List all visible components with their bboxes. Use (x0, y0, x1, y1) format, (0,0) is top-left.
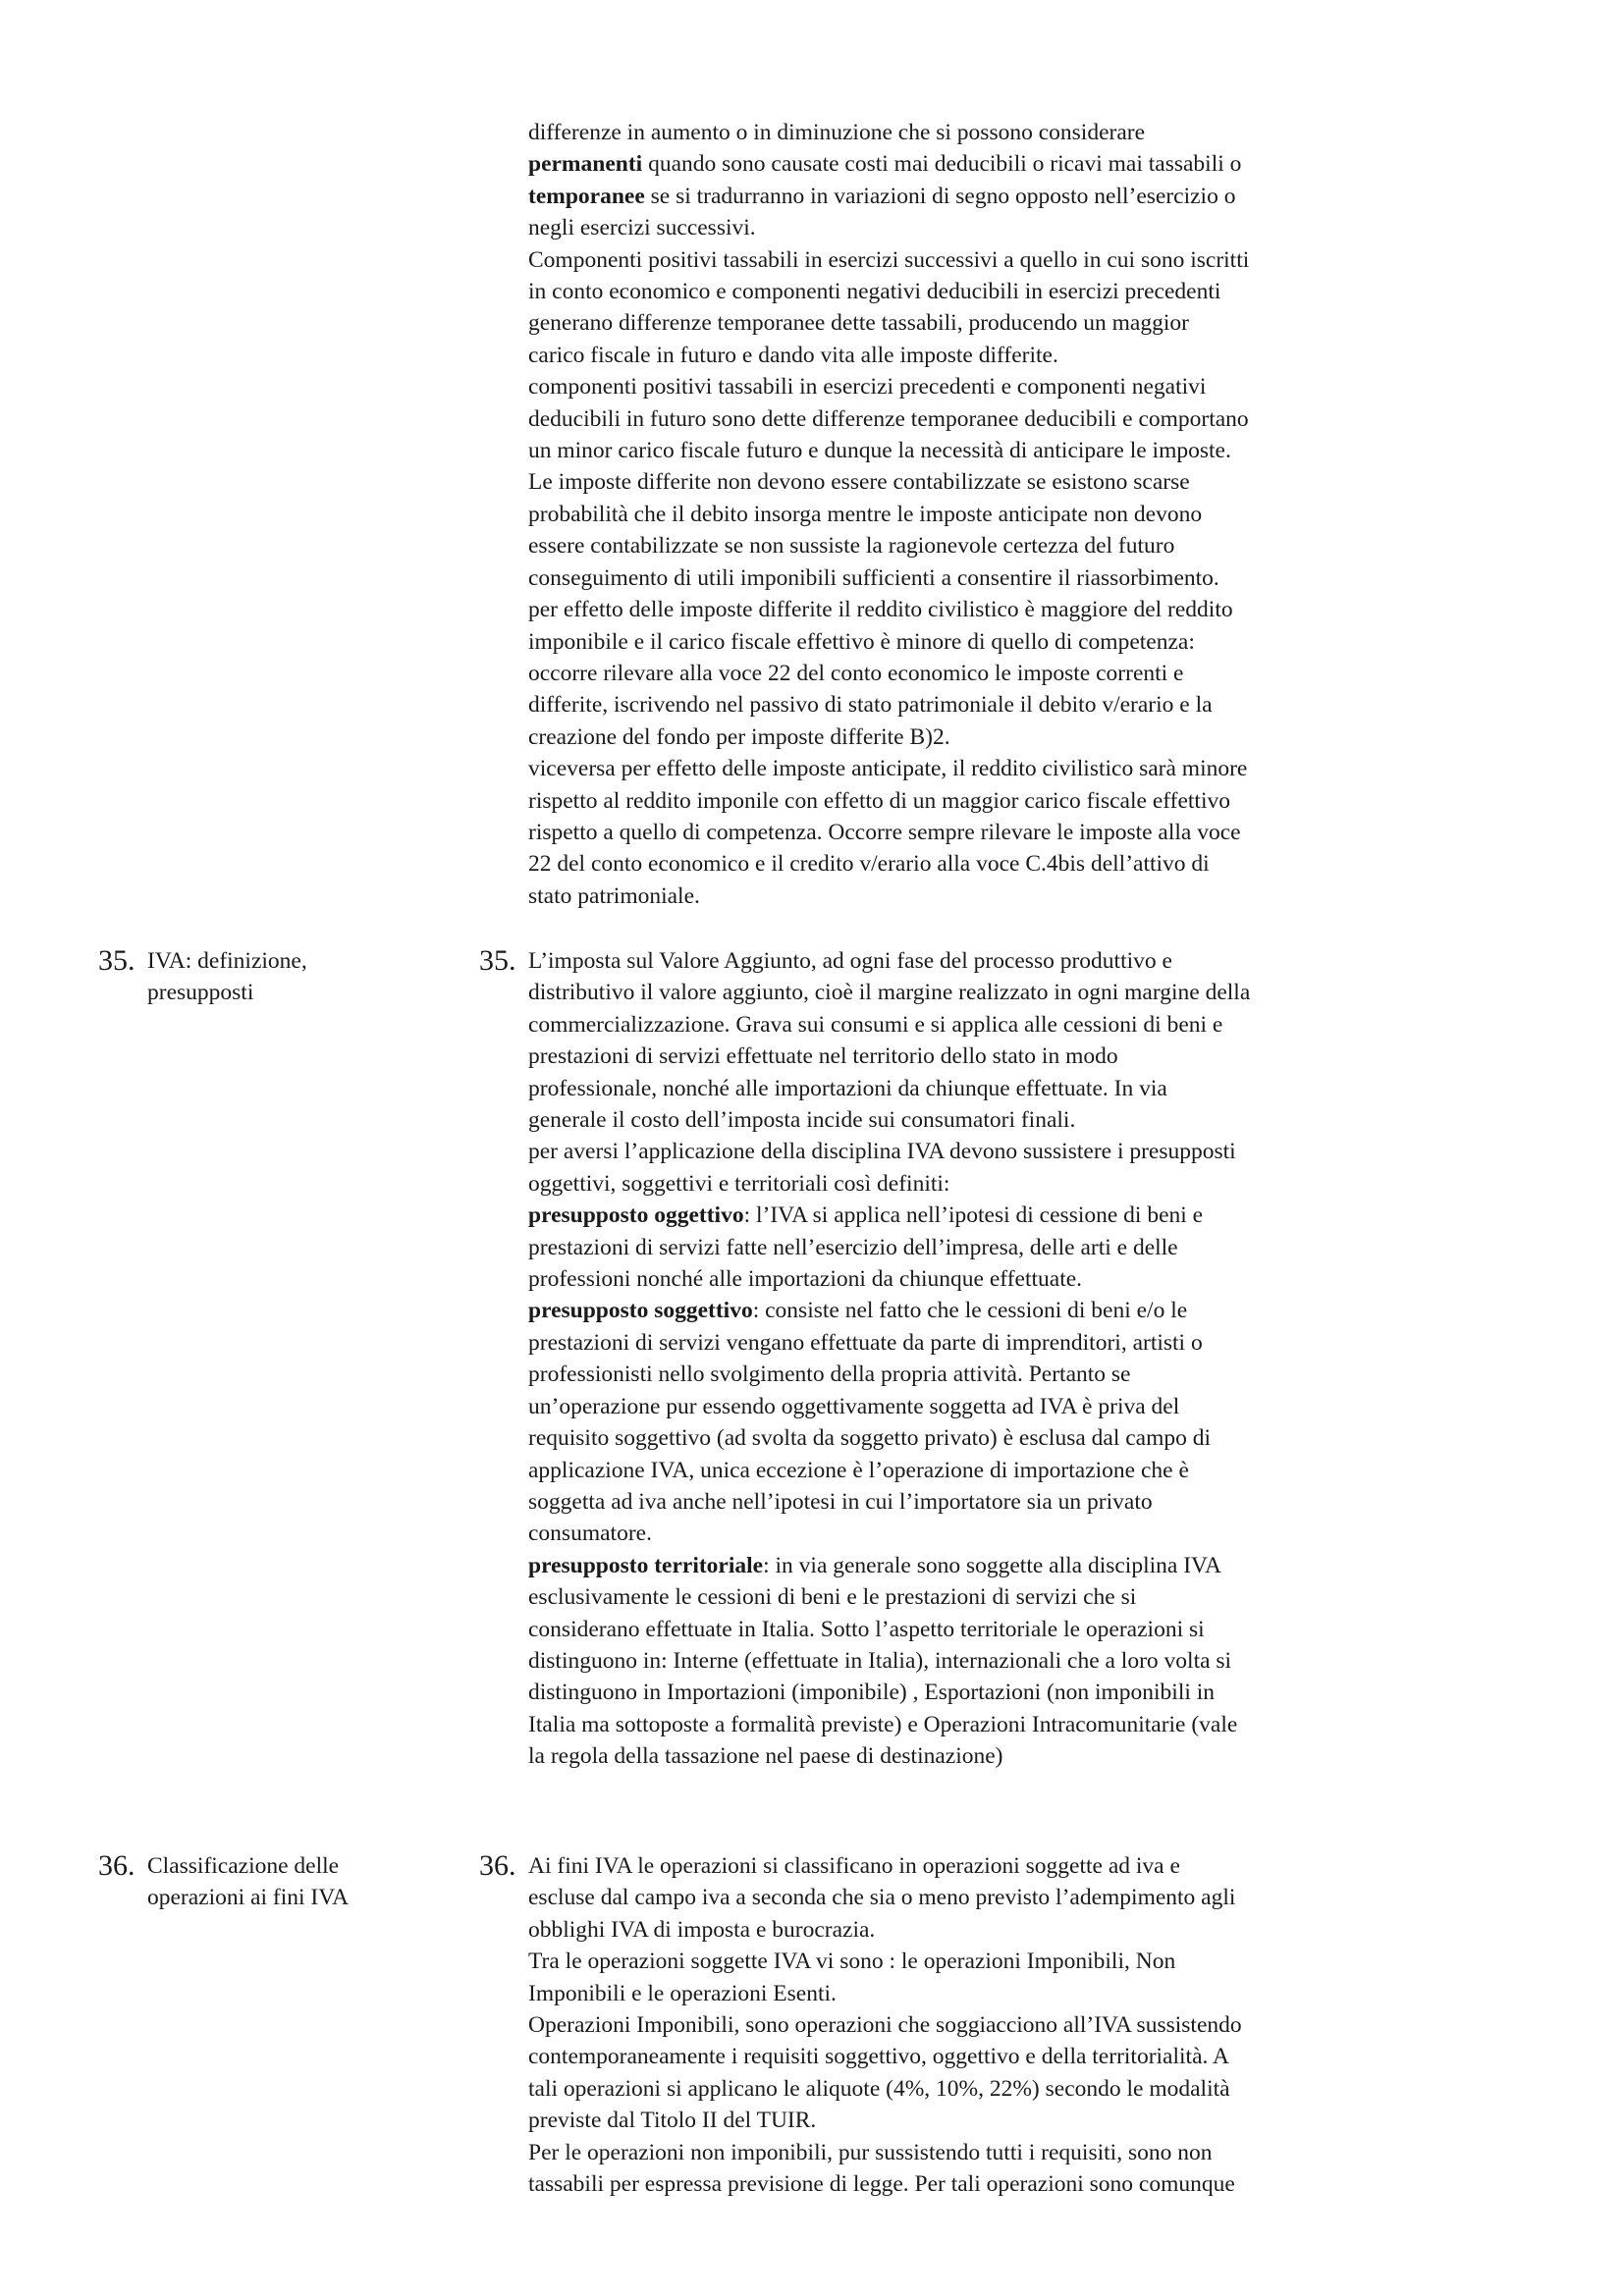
text-line: Imponibili e le operazioni Esenti. (528, 1980, 837, 2006)
text-line: Le imposte differite non devono essere contabilizzate se esistono scarse (528, 469, 1190, 496)
text-line: previste dal Titolo II del TUIR. (528, 2108, 817, 2134)
text-line: imponibile e il carico fiscale effettivo è minore di quello di competenza: (528, 628, 1195, 655)
text-line: 22 del conto economico e il credito v/erario alla voce C.4bis dell’attivo di (528, 851, 1210, 878)
question-number: 35. (98, 944, 135, 977)
question-label (147, 1850, 403, 1914)
text-line: rispetto al reddito imponile con effetto di un maggior carico fiscale effettivo (528, 787, 1230, 814)
text-line: Operazioni Imponibili, sono operazioni che soggiacciono all’IVA sussistendo (528, 2012, 1242, 2039)
text-line (528, 148, 1392, 180)
text-line (528, 1295, 1392, 1326)
text-line: stato patrimoniale. (528, 882, 700, 909)
text-line: commercializzazione. Grava sui consumi e si applica alle cessioni di beni e (528, 1011, 1223, 1038)
text-line: per effetto delle imposte differite il reddito civilistico è maggiore del reddito (528, 597, 1233, 623)
text-line: carico fiscale in futuro e dando vita alle imposte differite. (528, 342, 1058, 368)
text-line: differite, iscrivendo nel passivo di stato patrimoniale il debito v/erario e la (528, 692, 1213, 719)
text-line: Classificazione delle (147, 1853, 340, 1879)
text-line: occorre rilevare alla voce 22 del conto economico le imposte correnti e (528, 660, 1184, 686)
text-line: considerano effettuate in Italia. Sotto l’aspetto territoriale le operazioni si (528, 1616, 1205, 1642)
answer-text (528, 945, 1392, 1773)
text-span: : l’IVA si applica nell’ipotesi di cessione di beni e (743, 1202, 1204, 1229)
text-span: se si tradurranno in variazioni di segno opposto nell’esercizio o (644, 183, 1236, 209)
bold-term: temporanee (528, 183, 645, 209)
text-line: professionale, nonché alle importazioni da chiunque effettuate. In via (528, 1075, 1167, 1101)
text-line: per aversi l’applicazione della disciplina IVA devono sussistere i presupposti (528, 1139, 1236, 1165)
text-line: Tra le operazioni soggette IVA vi sono : le operazioni Imponibili, Non (528, 1949, 1176, 1975)
text-line: generano differenze temporanee dette tassabili, producendo un maggior (528, 310, 1189, 337)
text-line: professioni nonché alle importazioni da chiunque effettuate. (528, 1266, 1083, 1293)
text-line: un’operazione pur essendo oggettivamente soggetta ad IVA è priva del (528, 1393, 1180, 1419)
text-line: soggetta ad iva anche nell’ipotesi in cui l’importatore sia un privato (528, 1488, 1153, 1515)
question-number: 36. (98, 1849, 135, 1882)
text-line: IVA: definizione, (147, 948, 307, 974)
text-line: prestazioni di servizi vengano effettuate da parte di imprenditori, artisti o (528, 1329, 1203, 1356)
text-line: rispetto a quello di competenza. Occorre sempre rilevare le imposte alla voce (528, 819, 1241, 845)
text-line: tali operazioni si applicano le aliquote (4%, 10%, 22%) secondo le modalità (528, 2075, 1230, 2102)
bold-term: presupposto soggettivo (528, 1298, 753, 1324)
text-line: operazioni ai fini IVA (147, 1885, 350, 1911)
text-line (528, 1550, 1392, 1581)
text-line: consumatore. (528, 1521, 652, 1547)
text-line: professionisti nello svolgimento della propria attività. Pertanto se (528, 1362, 1131, 1388)
text-line: contemporaneamente i requisiti soggettivo, oggettivo e della territorialità. A (528, 2044, 1229, 2070)
bold-term: presupposto territoriale (528, 1552, 764, 1578)
text-line: Per le operazioni non imponibili, pur sussistendo tutti i requisiti, sono non (528, 2139, 1213, 2165)
text-line: obblighi IVA di imposta e burocrazia. (528, 1916, 876, 1943)
continuation-answer (528, 117, 1392, 912)
bold-term: permanenti (528, 151, 643, 178)
text-line: Componenti positivi tassabili in esercizi successivi a quello in cui sono iscritti (528, 246, 1250, 273)
text-line: distinguono in Importazioni (imponibile) , Esportazioni (non imponibili in (528, 1680, 1216, 1706)
text-line: deducibili in futuro sono dette differenze temporanee deducibili e comportano (528, 405, 1249, 432)
text-line: generale il costo dell’imposta incide sui consumatori finali. (528, 1107, 1076, 1134)
text-span: : consiste nel fatto che le cessioni di beni e/o le (752, 1298, 1188, 1324)
text-line: in conto economico e componenti negativi deducibili in esercizi precedenti (528, 279, 1221, 305)
text-span: : in via generale sono soggette alla disciplina IVA (763, 1552, 1221, 1578)
text-line: presupposti (147, 980, 254, 1006)
text-line: applicazione IVA, unica eccezione è l’operazione di importazione che è (528, 1457, 1189, 1483)
text-line: negli esercizi successivi. (528, 215, 756, 241)
text-line: differenze in aumento o in diminuzione che si possono considerare (528, 120, 1146, 145)
answer-number: 35. (479, 944, 516, 977)
text-line: distributivo il valore aggiunto, cioè il margine realizzato in ogni margine della (528, 980, 1251, 1006)
bold-term: presupposto oggettivo (528, 1202, 744, 1229)
text-line: Italia ma sottoposte a formalità previste) e Operazioni Intracomunitarie (vale (528, 1711, 1238, 1737)
answer-number: 36. (479, 1849, 516, 1882)
text-line (528, 181, 1392, 212)
text-line: escluse dal campo iva a seconda che sia o meno previsto l’adempimento agli (528, 1885, 1236, 1911)
text-line: oggettivi, soggettivi e territoriali così definiti: (528, 1170, 950, 1197)
text-line: distinguono in: Interne (effettuate in Italia), internazionali che a loro volta si (528, 1647, 1232, 1674)
text-line (528, 1200, 1392, 1231)
question-label (147, 945, 403, 1009)
text-line: la regola della tassazione nel paese di destinazione) (528, 1743, 1003, 1770)
text-line: probabilità che il debito insorga mentre le imposte anticipate non devono (528, 501, 1203, 527)
text-line: prestazioni di servizi effettuate nel territorio dello stato in modo (528, 1043, 1118, 1070)
text-line: creazione del fondo per imposte differite B)2. (528, 723, 950, 750)
text-line: Ai fini IVA le operazioni si classificano in operazioni soggette ad iva e (528, 1853, 1180, 1879)
text-line: viceversa per effetto delle imposte anticipate, il reddito civilistico sarà minore (528, 756, 1248, 782)
text-line: essere contabilizzate se non sussiste la ragionevole certezza del futuro (528, 533, 1175, 560)
text-line: prestazioni di servizi fatte nell’esercizio dell’impresa, delle arti e delle (528, 1234, 1178, 1260)
text-line: requisito soggettivo (ad svolta da soggetto privato) è esclusa dal campo di (528, 1425, 1212, 1452)
text-line: un minor carico fiscale futuro e dunque la necessità di anticipare le imposte. (528, 438, 1231, 464)
text-line: esclusivamente le cessioni di beni e le prestazioni di servizi che si (528, 1584, 1137, 1611)
answer-text (528, 1850, 1392, 2200)
text-line: componenti positivi tassabili in esercizi precedenti e componenti negativi (528, 374, 1207, 400)
text-line: tassabili per espressa previsione di legge. Per tali operazioni sono comunque (528, 2171, 1235, 2198)
text-line: conseguimento di utili imponibili sufficienti a consentire il riassorbimento. (528, 564, 1219, 591)
text-line: L’imposta sul Valore Aggiunto, ad ogni fase del processo produttivo e (528, 948, 1172, 974)
text-span: quando sono causate costi mai deducibili o ricavi mai tassabili o (642, 151, 1242, 178)
